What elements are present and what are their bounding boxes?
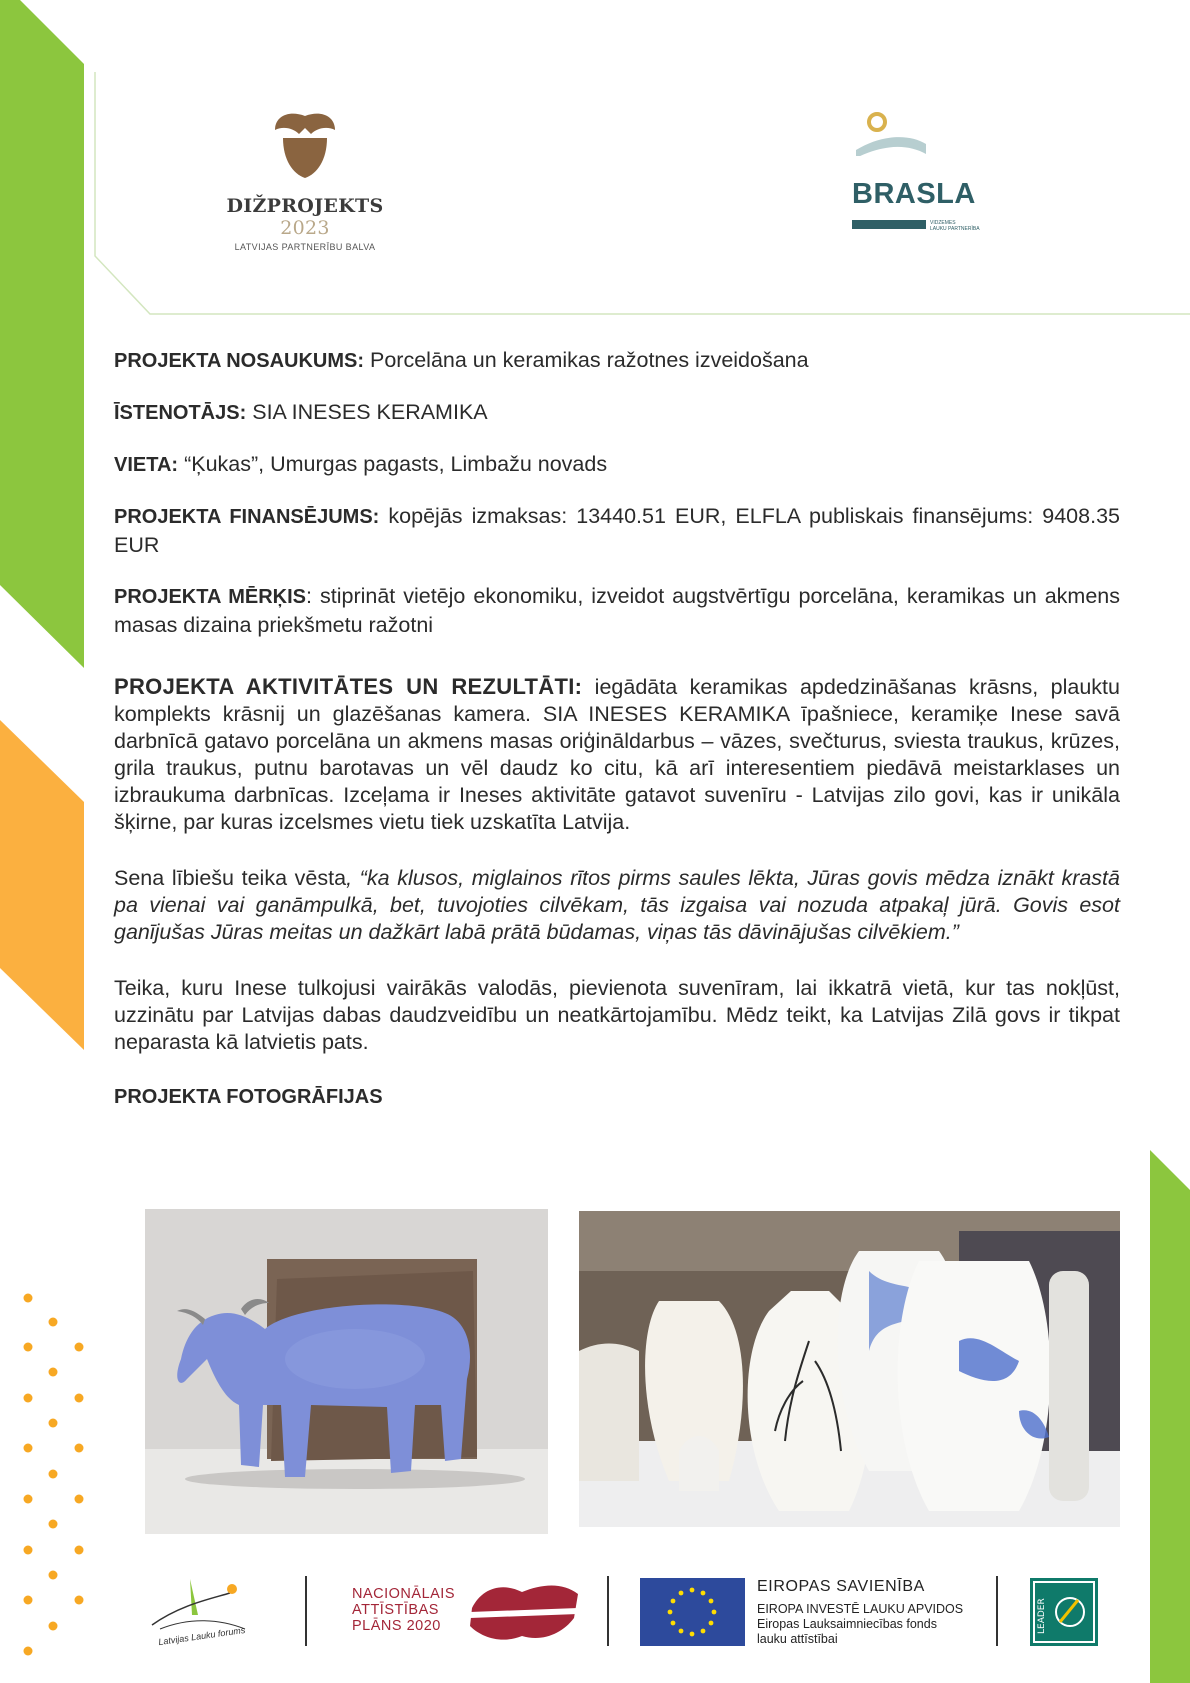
- place-value: “Ķukas”, Umurgas pagasts, Limbažu novads: [184, 452, 608, 476]
- eu-stars-icon: [640, 1578, 745, 1646]
- dizprojekts-year: 2023: [280, 217, 330, 239]
- orange-dot-pattern: [24, 1294, 84, 1656]
- place-label: VIETA:: [114, 454, 179, 476]
- nap-line-3: PLĀNS 2020: [352, 1618, 441, 1634]
- implementer-label: ĪSTENOTĀJS:: [114, 402, 247, 424]
- photos-label: PROJEKTA FOTOGRĀFIJAS: [114, 1086, 383, 1108]
- latvijas-lauku-forums-logo: [150, 1575, 250, 1650]
- goal-value: : stiprināt vietējo ekonomiku, izveidot augstvērtīgu porcelāna, keramikas un akmens masas dizaina priekšmetu ražotni: [114, 584, 1120, 637]
- brasla-subtitle-2: LAUKU PARTNERĪBA: [930, 226, 980, 232]
- leader-icon: [1030, 1578, 1098, 1646]
- brasla-sun-icon: [852, 108, 982, 156]
- nap-line-2: ATTĪSTĪBAS: [352, 1602, 439, 1618]
- project-name-line: [114, 346, 1120, 375]
- brasla-subtitle: [930, 220, 990, 232]
- brasla-bar: [852, 220, 926, 229]
- activities-paragraph: [114, 673, 1120, 836]
- dizprojekts-subtitle: LATVIJAS PARTNERĪBU BALVA: [234, 242, 376, 252]
- latvia-map-icon: [462, 1578, 582, 1646]
- dizprojekts-logo: [200, 108, 410, 252]
- photo-porcelain-vases: [579, 1211, 1120, 1527]
- green-right-shape: [1150, 1150, 1190, 1683]
- footer-separator-3: [996, 1576, 998, 1646]
- llf-caption: Latvijas Lauku forums: [157, 1624, 246, 1648]
- blue-cow-illustration: [145, 1209, 548, 1534]
- closing-paragraph: Teika, kuru Inese tulkojusi vairākās valodās, pievienota suvenīram, lai ikkatrā vietā, kur tas nokļūst, uzzinātu par Latvijas dabas daudzveidību un neatkārtojamību. Mēdz teikt, ka Latvijas Zilā govs ir tikpat neparasta kā latvietis pats.: [114, 976, 1120, 1054]
- implementer-value: SIA INESES KERAMIKA: [252, 400, 488, 424]
- nap-text: [352, 1586, 455, 1634]
- acorn-icon: [265, 108, 345, 190]
- footer-separator-2: [607, 1576, 609, 1646]
- porcelain-vases-illustration: [579, 1211, 1120, 1527]
- footer-separator-1: [305, 1576, 307, 1646]
- activities-label: PROJEKTA AKTIVITĀTES UN REZULTĀTI:: [114, 674, 583, 699]
- project-description: [114, 346, 1120, 1134]
- eu-line-2: Eiropas Lauksaimniecības fonds: [757, 1617, 937, 1631]
- goal-label: PROJEKTA MĒRĶIS: [114, 586, 307, 608]
- eu-line-1: EIROPA INVESTĒ LAUKU APVIDOS: [757, 1602, 964, 1616]
- goal-line: [114, 582, 1120, 639]
- dizprojekts-name: DIŽPROJEKTS: [226, 195, 384, 217]
- green-corner-shape: [0, 0, 84, 668]
- eu-text: [757, 1578, 997, 1647]
- implementer-line: [114, 398, 1120, 427]
- brasla-name: BRASLA: [852, 178, 976, 210]
- financing-value: kopējās izmaksas: 13440.51 EUR, ELFLA publiskais finansējums: 9408.35 EUR: [114, 504, 1120, 557]
- eu-flag: [640, 1578, 745, 1646]
- financing-label: PROJEKTA FINANSĒJUMS:: [114, 506, 380, 528]
- activities-value: iegādāta keramikas apdedzināšanas krāsns, plauktu komplekts krāsnij un glazēšanas kamera. SIA INESES KERAMIKA īpašniece, keramiķe Inese savā darbnīcā gatavo porcelāna un akmens masas oriģināldarbus – vāzes, svečturus, sviesta traukus, krūzes, grila traukus, putnu barotavas un vēl daudz ko citu, kā arī interesentiem piedāvā meistarklases un izbraukuma darbnīcas. Izceļama ir Ineses aktivitāte gatavot suvenīru - Latvijas zilo govi, kas ir unikāla šķirne, par kuras izcelsmes vietu tiek uzskatīta Latvija.: [114, 675, 1120, 834]
- legend-intro: Sena lībiešu teika vēsta: [114, 866, 347, 890]
- photos-heading: [114, 1082, 1120, 1111]
- eu-heading: EIROPAS SAVIENĪBA: [757, 1578, 925, 1595]
- place-line: [114, 450, 1120, 479]
- eu-line-3: lauku attīstībai: [757, 1632, 838, 1646]
- nap-line-1: NACIONĀLAIS: [352, 1586, 455, 1602]
- legend-quote: , “ka klusos, miglainos rītos pirms saules lēkta, Jūras govis mēdza iznākt krastā pa vienai vai ganāmpulkā, bet, tuvojoties cilvēkam, tās izgaisa vai nozuda atpakaļ jūrā. Govis esot ganījušas Jūras meitas un dažkārt labā prātā būdamas, viņas tās dāvinājušas cilvēkiem.”: [114, 866, 1120, 944]
- orange-side-shape: [0, 720, 84, 1050]
- financing-line: [114, 502, 1120, 559]
- nap-2020-logo: [352, 1586, 582, 1646]
- leader-text: LEADER: [1037, 1598, 1047, 1634]
- project-name-label: PROJEKTA NOSAUKUMS:: [114, 350, 365, 372]
- photo-blue-cow: [145, 1209, 548, 1534]
- legend-paragraph: [114, 865, 1120, 946]
- leader-logo: [1030, 1578, 1098, 1646]
- brasla-subtitle-1: VIDZEMES: [930, 220, 956, 226]
- brasla-logo: [852, 138, 982, 238]
- project-name-value: Porcelāna un keramikas ražotnes izveidošana: [370, 348, 809, 372]
